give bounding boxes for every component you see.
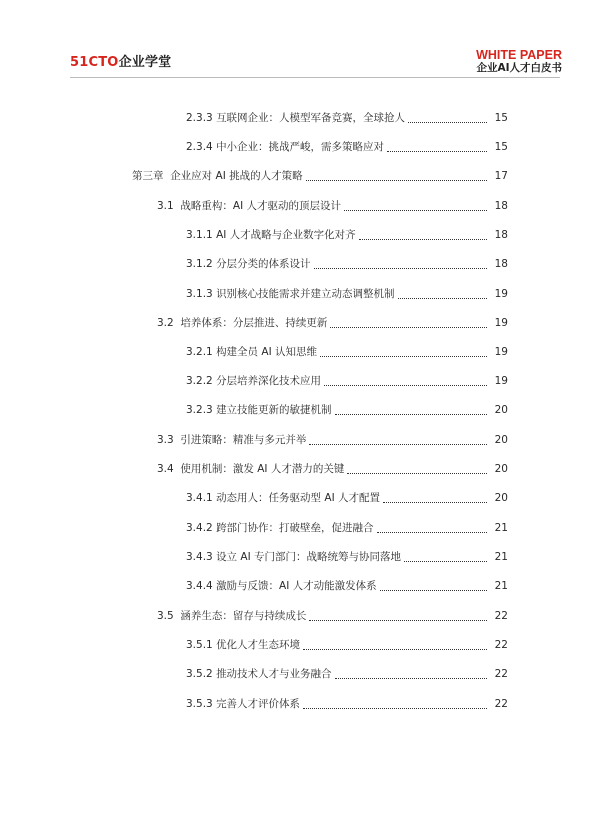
toc-entry-title: 识别核心技能需求并建立动态调整机制 [216, 288, 395, 300]
toc-entry-page: 21 [494, 522, 508, 534]
toc-entry-title: 中小企业：挑战严峻，需多策略应对 [216, 141, 385, 153]
toc-leader [303, 708, 487, 709]
toc-leader [335, 414, 487, 415]
toc-leader [335, 678, 487, 679]
toc-entry-number: 第三章 [132, 170, 164, 182]
toc-entry[interactable] [186, 637, 508, 653]
toc-leader [387, 151, 487, 152]
toc-entry-number: 3.4.1 [186, 492, 213, 504]
toc-entry-number: 3.1.2 [186, 258, 213, 270]
toc-entry-title: 企业应对 AI 挑战的人才策略 [170, 170, 303, 182]
toc-leader [309, 444, 487, 445]
toc-entry-page: 19 [494, 375, 508, 387]
toc-entry[interactable] [132, 168, 508, 184]
toc-entry-page: 20 [494, 463, 508, 475]
logo [70, 51, 171, 70]
toc-entry[interactable] [186, 227, 508, 243]
toc-entry[interactable] [186, 696, 508, 712]
toc-entry-number: 3.4 [157, 463, 174, 475]
toc-entry-page: 19 [494, 317, 508, 329]
logo-text: 企业学堂 [118, 55, 172, 70]
toc-entry[interactable] [186, 373, 508, 389]
toc-entry-title: 完善人才评价体系 [216, 698, 301, 710]
toc-entry-page: 19 [494, 346, 508, 358]
toc-entry-number: 3.4.2 [186, 522, 213, 534]
toc-entry-title: 战略重构：AI 人才驱动的顶层设计 [180, 200, 342, 212]
toc-leader [314, 268, 487, 269]
toc-entry-page: 20 [494, 434, 508, 446]
toc-entry-number: 2.3.4 [186, 141, 213, 153]
toc-entry-title: 动态用人：任务驱动型 AI 人才配置 [216, 492, 381, 504]
toc-entry[interactable] [157, 461, 508, 477]
toc-entry-page: 18 [494, 258, 508, 270]
toc-entry[interactable] [186, 110, 508, 126]
toc-entry[interactable] [186, 286, 508, 302]
toc-entry[interactable] [186, 256, 508, 272]
toc-leader [359, 239, 487, 240]
toc-entry-page: 21 [494, 580, 508, 592]
toc-leader [330, 327, 487, 328]
toc-entry-page: 19 [494, 288, 508, 300]
toc-entry-page: 20 [494, 492, 508, 504]
toc-entry-number: 3.5.2 [186, 668, 213, 680]
toc-entry-title: 涵养生态：留存与持续成长 [180, 610, 307, 622]
toc-leader [303, 649, 487, 650]
toc-entry-number: 3.5.1 [186, 639, 213, 651]
toc-entry-number: 3.2.2 [186, 375, 213, 387]
toc-entry[interactable] [157, 198, 508, 214]
toc-entry-page: 21 [494, 551, 508, 563]
toc-entry-number: 3.4.4 [186, 580, 213, 592]
toc-entry-page: 22 [494, 610, 508, 622]
toc-entry-page: 22 [494, 698, 508, 710]
toc-entry[interactable] [186, 402, 508, 418]
toc-leader [324, 385, 487, 386]
toc-leader [398, 298, 487, 299]
white-paper-title: WHITE PAPER [476, 48, 562, 62]
toc-entry-number: 3.4.3 [186, 551, 213, 563]
toc-entry-number: 3.2.3 [186, 404, 213, 416]
toc-leader [320, 356, 487, 357]
toc-entry[interactable] [157, 315, 508, 331]
toc-entry[interactable] [186, 139, 508, 155]
toc-entry-title: 使用机制：激发 AI 人才潜力的关键 [180, 463, 345, 475]
toc-entry[interactable] [186, 578, 508, 594]
toc-entry-page: 15 [494, 112, 508, 124]
toc-leader [404, 561, 487, 562]
toc-entry-page: 20 [494, 404, 508, 416]
toc-entry-title: AI 人才战略与企业数字化对齐 [216, 229, 356, 241]
toc-leader [383, 502, 487, 503]
white-paper-subtitle: 企业AI人才白皮书 [476, 62, 562, 74]
toc-entry[interactable] [157, 432, 508, 448]
toc-leader [380, 590, 487, 591]
header-divider [70, 77, 560, 78]
toc-entry-title: 分层分类的体系设计 [216, 258, 311, 270]
toc-entry-title: 引进策略：精准与多元并举 [180, 434, 307, 446]
toc-leader [377, 532, 487, 533]
toc-entry-number: 3.5 [157, 610, 174, 622]
page-header [0, 0, 600, 80]
toc-entry-page: 22 [494, 668, 508, 680]
toc-entry-title: 激励与反馈：AI 人才动能激发体系 [216, 580, 377, 592]
toc-entry-title: 优化人才生态环境 [216, 639, 301, 651]
toc-entry-number: 3.1 [157, 200, 174, 212]
toc-entry[interactable] [186, 666, 508, 682]
logo-brand: 51CTO [70, 55, 119, 70]
toc-entry-page: 22 [494, 639, 508, 651]
toc-leader [344, 210, 487, 211]
toc-leader [347, 473, 487, 474]
toc-entry-number: 2.3.3 [186, 112, 213, 124]
toc-entry-number: 3.2 [157, 317, 174, 329]
toc-entry-number: 3.1.3 [186, 288, 213, 300]
toc-entry-page: 17 [494, 170, 508, 182]
toc-entry-number: 3.5.3 [186, 698, 213, 710]
toc-entry-number: 3.1.1 [186, 229, 213, 241]
toc-entry-page: 18 [494, 229, 508, 241]
toc-entry[interactable] [186, 549, 508, 565]
toc-entry-page: 18 [494, 200, 508, 212]
toc-entry-title: 互联网企业：人模型军备竞赛，全球抢人 [216, 112, 406, 124]
toc-entry-title: 设立 AI 专门部门：战略统筹与协同落地 [216, 551, 402, 563]
toc-entry[interactable] [157, 608, 508, 624]
toc-entry-title: 培养体系：分层推进、持续更新 [180, 317, 328, 329]
toc-leader [408, 122, 487, 123]
toc-entry-title: 构建全员 AI 认知思维 [216, 346, 318, 358]
toc-entry-number: 3.3 [157, 434, 174, 446]
toc-entry-page: 15 [494, 141, 508, 153]
toc-entry-title: 推动技术人才与业务融合 [216, 668, 332, 680]
toc-entry[interactable] [186, 520, 508, 536]
toc-entry-title: 分层培养深化技术应用 [216, 375, 322, 387]
toc-entry-title: 建立技能更新的敏捷机制 [216, 404, 332, 416]
toc-entry-title: 跨部门协作：打破壁垒，促进融合 [216, 522, 374, 534]
toc-leader [309, 620, 487, 621]
toc-entry-number: 3.2.1 [186, 346, 213, 358]
toc-entry[interactable] [186, 490, 508, 506]
toc-entry[interactable] [186, 344, 508, 360]
toc-leader [306, 180, 487, 181]
white-paper-label [476, 48, 562, 75]
